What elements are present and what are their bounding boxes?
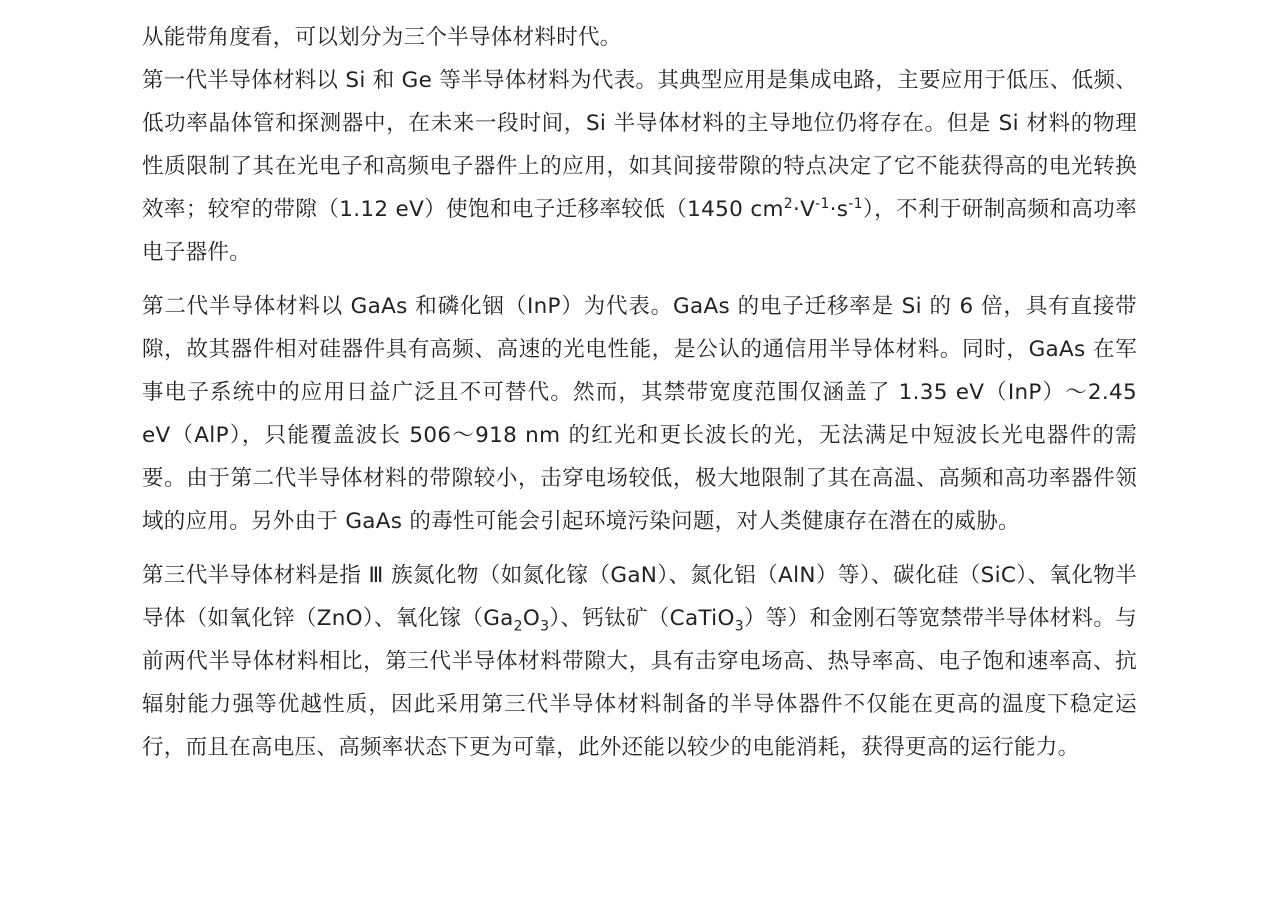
gen1-text-end: ），不利于研制高频和高功率电子器件。 xyxy=(142,197,1137,265)
gen3-text-2: O xyxy=(522,606,541,631)
gen3-text-1: 第三代半导体材料是指 Ⅲ 族氮化物（如氮化镓（GaN）、氮化铝（AlN）等）、碳化硅（SiC）、氧化物半导体（如氧化锌（ZnO）、氧化镓（Ga xyxy=(142,563,1137,631)
gen1-paragraph xyxy=(142,59,1137,274)
gen1-unit-mid-2: ·s xyxy=(829,197,849,222)
article-body xyxy=(142,16,1137,769)
gen1-sup-2: -1 xyxy=(815,195,830,212)
gen3-sub-1: 2 xyxy=(513,618,523,635)
gen1-sup-3: -1 xyxy=(848,195,863,212)
gen1-sup-1: 2 xyxy=(783,195,793,212)
gen1-unit-mid-1: ·V xyxy=(792,197,816,222)
gen3-text-4: ）等）和金刚石等宽禁带半导体材料。与前两代半导体材料相比，第三代半导体材料带隙大，具有击穿电场高、热导率高、电子饱和速率高、抗辐射能力强等优越性质，因此采用第三代半导体材料制备的半导体器件不仅能在更高的温度下稳定运行，而且在高电压、高频率状态下更为可靠，此外还能以较少的电能消耗，获得更高的运行能力。 xyxy=(142,606,1137,760)
gen2-text: 第二代半导体材料以 GaAs 和磷化铟（InP）为代表。GaAs 的电子迁移率是 Si 的 6 倍，具有直接带隙，故其器件相对硅器件具有高频、高速的光电性能，是公认的通信用半导体材料。同时，GaAs 在军事电子系统中的应用日益广泛且不可替代。然而，其禁带宽度范围仅涵盖了 1.35 eV（InP）～2.45 eV（AlP），只能覆盖波长 506～918 nm 的红光和更长波长的光，无法满足中短波长光电器件的需要。由于第二代半导体材料的带隙较小，击穿电场较低，极大地限制了其在高温、高频和高功率器件领域的应用。另外由于 GaAs 的毒性可能会引起环境污染问题，对人类健康存在潜在的威胁。 xyxy=(142,294,1137,534)
intro-paragraph xyxy=(142,16,1137,59)
gen3-sub-3: 3 xyxy=(734,618,744,635)
gen3-paragraph xyxy=(142,554,1137,769)
gen1-text: 第一代半导体材料以 Si 和 Ge 等半导体材料为代表。其典型应用是集成电路，主要应用于低压、低频、低功率晶体管和探测器中，在未来一段时间，Si 半导体材料的主导地位仍将存在。但是 Si 材料的物理性质限制了其在光电子和高频电子器件上的应用，如其间接带隙的特点决定了它不能获得高的电光转换效率；较窄的带隙（1.12 eV）使饱和电子迁移率较低（1450 cm xyxy=(142,68,1137,222)
intro-text: 从能带角度看，可以划分为三个半导体材料时代。 xyxy=(142,25,622,50)
gen3-sub-2: 3 xyxy=(540,618,550,635)
gen3-text-3: ）、钙钛矿（CaTiO xyxy=(549,606,735,631)
gen2-paragraph xyxy=(142,285,1137,543)
